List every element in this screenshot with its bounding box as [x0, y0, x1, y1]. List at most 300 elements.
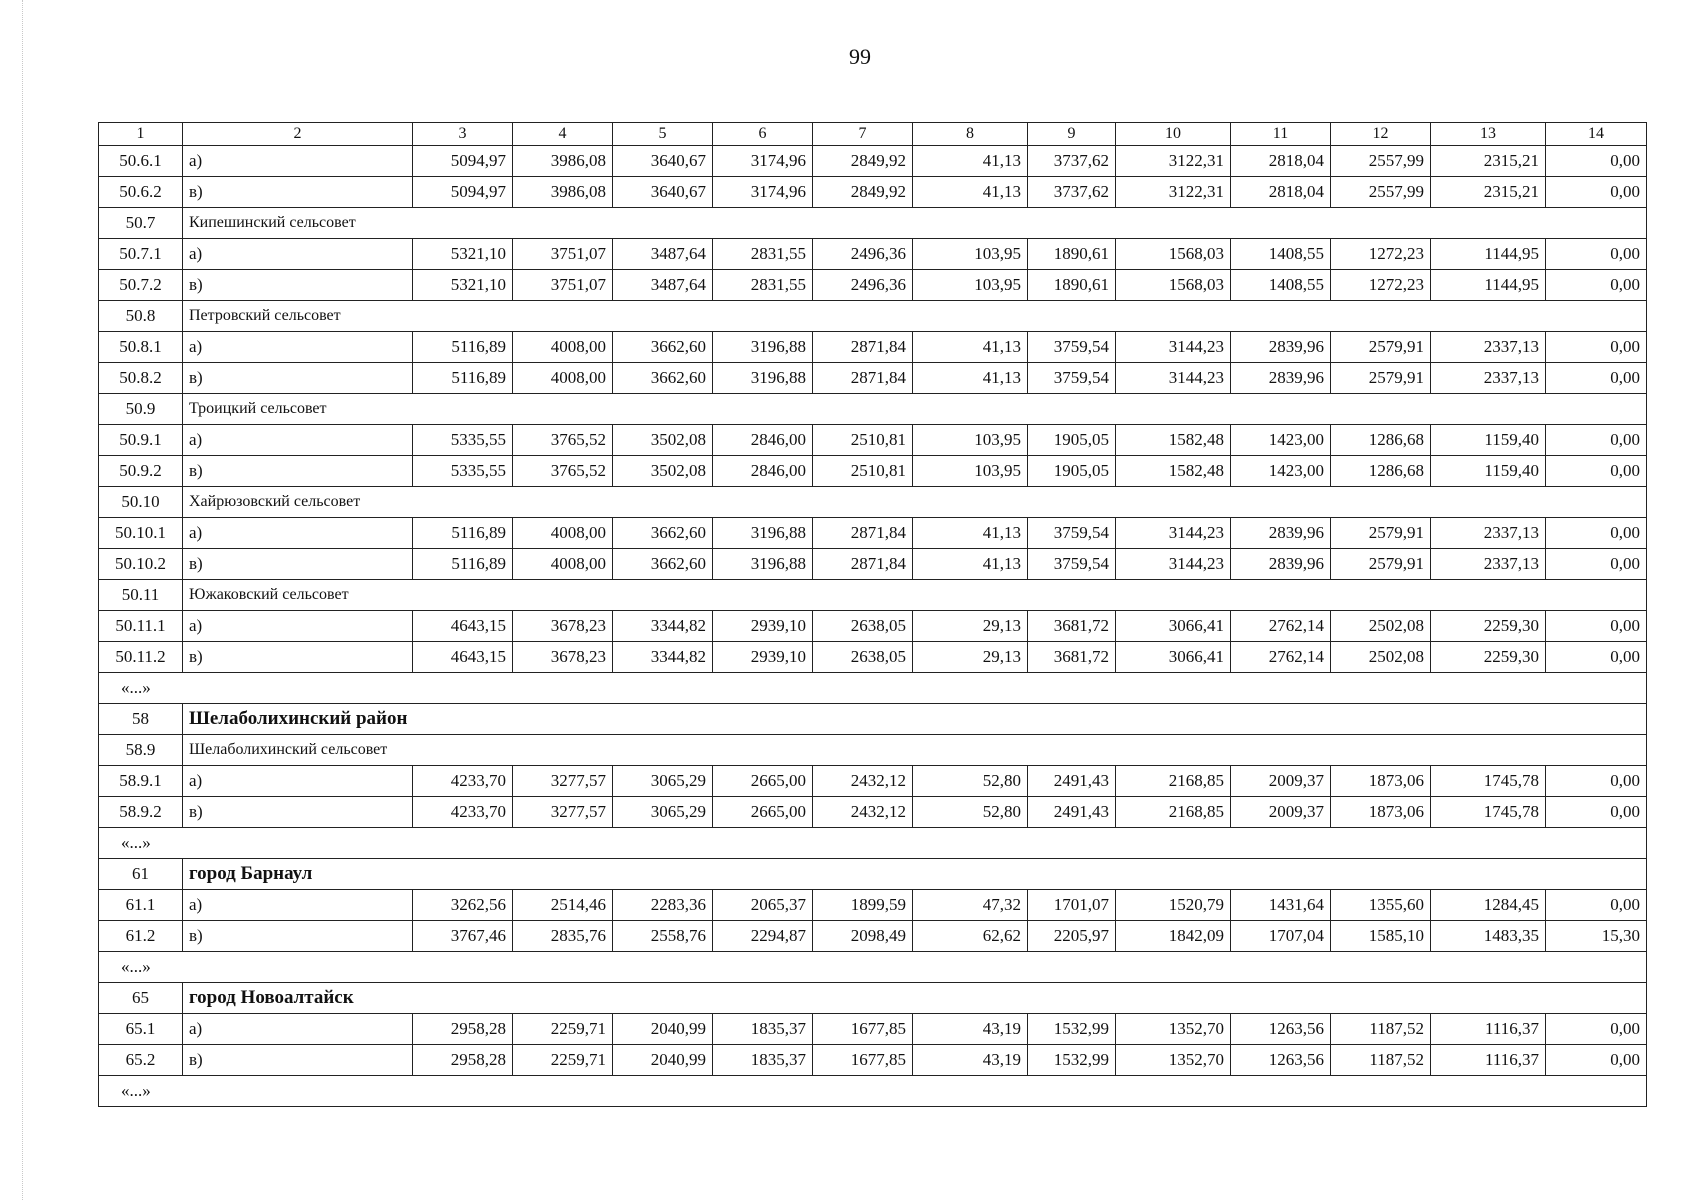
value-cell: 3759,54 — [1028, 363, 1116, 394]
value-cell: 3065,29 — [613, 766, 713, 797]
value-cell: 1520,79 — [1116, 890, 1231, 921]
row-code: 61.2 — [99, 921, 183, 952]
value-cell: 2283,36 — [613, 890, 713, 921]
value-cell: 1873,06 — [1331, 766, 1431, 797]
value-cell: 3767,46 — [413, 921, 513, 952]
row-label: в) — [183, 363, 413, 394]
value-cell: 2009,37 — [1231, 766, 1331, 797]
value-cell: 3765,52 — [513, 456, 613, 487]
value-cell: 2491,43 — [1028, 766, 1116, 797]
column-number-row — [99, 123, 1647, 146]
section-name: Хайрюзовский сельсовет — [183, 487, 1647, 518]
value-cell: 1890,61 — [1028, 270, 1116, 301]
value-cell: 3662,60 — [613, 363, 713, 394]
value-cell: 1408,55 — [1231, 239, 1331, 270]
value-cell: 3759,54 — [1028, 549, 1116, 580]
district-name: город Барнаул — [183, 859, 1647, 890]
value-cell: 4233,70 — [413, 797, 513, 828]
value-cell: 2871,84 — [813, 518, 913, 549]
value-cell: 2259,30 — [1431, 642, 1546, 673]
value-cell: 2065,37 — [713, 890, 813, 921]
value-cell: 2831,55 — [713, 239, 813, 270]
value-cell: 2835,76 — [513, 921, 613, 952]
row-code: 50.11 — [99, 580, 183, 611]
table-row — [99, 797, 1647, 828]
value-cell: 5116,89 — [413, 363, 513, 394]
value-cell: 2294,87 — [713, 921, 813, 952]
value-cell: 3174,96 — [713, 177, 813, 208]
value-cell: 2579,91 — [1331, 518, 1431, 549]
row-code: 50.8 — [99, 301, 183, 332]
row-code: 50.9.2 — [99, 456, 183, 487]
value-cell: 2510,81 — [813, 456, 913, 487]
table-row — [99, 425, 1647, 456]
value-cell: 43,19 — [913, 1014, 1028, 1045]
value-cell: 2818,04 — [1231, 177, 1331, 208]
value-cell: 2762,14 — [1231, 611, 1331, 642]
row-code: 50.10.2 — [99, 549, 183, 580]
value-cell: 103,95 — [913, 456, 1028, 487]
value-cell: 2871,84 — [813, 549, 913, 580]
value-cell: 41,13 — [913, 549, 1028, 580]
value-cell: 0,00 — [1546, 1045, 1647, 1076]
table-row — [99, 1014, 1647, 1045]
value-cell: 5116,89 — [413, 332, 513, 363]
column-number-cell: 9 — [1028, 123, 1116, 146]
value-cell: 3986,08 — [513, 146, 613, 177]
row-label: а) — [183, 1014, 413, 1045]
row-code: 58.9.1 — [99, 766, 183, 797]
value-cell: 2958,28 — [413, 1045, 513, 1076]
district-name: город Новоалтайск — [183, 983, 1647, 1014]
row-code: 50.10.1 — [99, 518, 183, 549]
value-cell: 2579,91 — [1331, 363, 1431, 394]
value-cell: 1873,06 — [1331, 797, 1431, 828]
value-cell: 3502,08 — [613, 425, 713, 456]
table-row — [99, 921, 1647, 952]
omission-marker: «...» — [99, 952, 1647, 983]
value-cell: 1745,78 — [1431, 797, 1546, 828]
value-cell: 1263,56 — [1231, 1045, 1331, 1076]
value-cell: 1532,99 — [1028, 1045, 1116, 1076]
value-cell: 3640,67 — [613, 177, 713, 208]
row-label: а) — [183, 518, 413, 549]
value-cell: 0,00 — [1546, 425, 1647, 456]
column-number-cell: 5 — [613, 123, 713, 146]
value-cell: 2638,05 — [813, 642, 913, 673]
table-row — [99, 549, 1647, 580]
section-name: Троицкий сельсовет — [183, 394, 1647, 425]
value-cell: 2939,10 — [713, 611, 813, 642]
row-label: в) — [183, 270, 413, 301]
row-label: а) — [183, 611, 413, 642]
omission-row — [99, 673, 1647, 704]
value-cell: 3065,29 — [613, 797, 713, 828]
value-cell: 103,95 — [913, 270, 1028, 301]
value-cell: 2168,85 — [1116, 766, 1231, 797]
section-row — [99, 394, 1647, 425]
column-number-cell: 14 — [1546, 123, 1647, 146]
value-cell: 2557,99 — [1331, 177, 1431, 208]
value-cell: 0,00 — [1546, 549, 1647, 580]
value-cell: 5321,10 — [413, 270, 513, 301]
row-code: 50.8.2 — [99, 363, 183, 394]
row-label: в) — [183, 1045, 413, 1076]
section-name: Шелаболихинский сельсовет — [183, 735, 1647, 766]
value-cell: 3196,88 — [713, 332, 813, 363]
row-code: 50.7.2 — [99, 270, 183, 301]
row-label: а) — [183, 332, 413, 363]
value-cell: 2958,28 — [413, 1014, 513, 1045]
value-cell: 2818,04 — [1231, 146, 1331, 177]
value-cell: 3344,82 — [613, 642, 713, 673]
value-cell: 2846,00 — [713, 456, 813, 487]
section-row — [99, 301, 1647, 332]
value-cell: 41,13 — [913, 518, 1028, 549]
table-row — [99, 766, 1647, 797]
value-cell: 3262,56 — [413, 890, 513, 921]
row-code: 50.7.1 — [99, 239, 183, 270]
value-cell: 2337,13 — [1431, 518, 1546, 549]
value-cell: 3344,82 — [613, 611, 713, 642]
row-code: 50.6.2 — [99, 177, 183, 208]
table-row — [99, 363, 1647, 394]
row-label: в) — [183, 797, 413, 828]
value-cell: 2009,37 — [1231, 797, 1331, 828]
value-cell: 4233,70 — [413, 766, 513, 797]
row-label: в) — [183, 549, 413, 580]
column-number-cell: 11 — [1231, 123, 1331, 146]
value-cell: 2839,96 — [1231, 332, 1331, 363]
value-cell: 1582,48 — [1116, 425, 1231, 456]
value-cell: 3196,88 — [713, 363, 813, 394]
value-cell: 4643,15 — [413, 642, 513, 673]
value-cell: 2432,12 — [813, 797, 913, 828]
omission-marker: «...» — [99, 1076, 1647, 1107]
value-cell: 1159,40 — [1431, 425, 1546, 456]
row-label: в) — [183, 456, 413, 487]
omission-marker: «...» — [99, 828, 1647, 859]
value-cell: 0,00 — [1546, 642, 1647, 673]
value-cell: 2871,84 — [813, 332, 913, 363]
value-cell: 2259,71 — [513, 1014, 613, 1045]
value-cell: 41,13 — [913, 363, 1028, 394]
value-cell: 3662,60 — [613, 332, 713, 363]
row-code: 50.10 — [99, 487, 183, 518]
value-cell: 2939,10 — [713, 642, 813, 673]
value-cell: 1116,37 — [1431, 1014, 1546, 1045]
row-code: 61 — [99, 859, 183, 890]
value-cell: 4643,15 — [413, 611, 513, 642]
table-row — [99, 177, 1647, 208]
value-cell: 3196,88 — [713, 518, 813, 549]
row-code: 50.6.1 — [99, 146, 183, 177]
value-cell: 0,00 — [1546, 332, 1647, 363]
value-cell: 3122,31 — [1116, 146, 1231, 177]
value-cell: 1355,60 — [1331, 890, 1431, 921]
value-cell: 3144,23 — [1116, 332, 1231, 363]
value-cell: 3662,60 — [613, 549, 713, 580]
value-cell: 0,00 — [1546, 890, 1647, 921]
row-label: а) — [183, 766, 413, 797]
value-cell: 2839,96 — [1231, 549, 1331, 580]
value-cell: 1187,52 — [1331, 1014, 1431, 1045]
omission-row — [99, 828, 1647, 859]
section-name: Южаковский сельсовет — [183, 580, 1647, 611]
row-label: а) — [183, 146, 413, 177]
value-cell: 3662,60 — [613, 518, 713, 549]
value-cell: 2337,13 — [1431, 363, 1546, 394]
column-number-cell: 7 — [813, 123, 913, 146]
value-cell: 0,00 — [1546, 146, 1647, 177]
value-cell: 4008,00 — [513, 363, 613, 394]
value-cell: 3751,07 — [513, 239, 613, 270]
section-row — [99, 735, 1647, 766]
value-cell: 5094,97 — [413, 177, 513, 208]
value-cell: 1568,03 — [1116, 239, 1231, 270]
value-cell: 1701,07 — [1028, 890, 1116, 921]
section-row — [99, 487, 1647, 518]
row-code: 61.1 — [99, 890, 183, 921]
value-cell: 2502,08 — [1331, 642, 1431, 673]
column-number-cell: 4 — [513, 123, 613, 146]
value-cell: 0,00 — [1546, 518, 1647, 549]
table-row — [99, 146, 1647, 177]
value-cell: 3277,57 — [513, 797, 613, 828]
value-cell: 2849,92 — [813, 146, 913, 177]
value-cell: 1890,61 — [1028, 239, 1116, 270]
district-row — [99, 704, 1647, 735]
value-cell: 41,13 — [913, 146, 1028, 177]
value-cell: 2849,92 — [813, 177, 913, 208]
table-row — [99, 611, 1647, 642]
value-cell: 3066,41 — [1116, 642, 1231, 673]
value-cell: 1905,05 — [1028, 425, 1116, 456]
table-row — [99, 642, 1647, 673]
value-cell: 5321,10 — [413, 239, 513, 270]
value-cell: 1272,23 — [1331, 239, 1431, 270]
value-cell: 3737,62 — [1028, 146, 1116, 177]
row-label: в) — [183, 642, 413, 673]
value-cell: 62,62 — [913, 921, 1028, 952]
omission-marker: «...» — [99, 673, 1647, 704]
value-cell: 0,00 — [1546, 456, 1647, 487]
row-code: 65 — [99, 983, 183, 1014]
value-cell: 1423,00 — [1231, 456, 1331, 487]
value-cell: 5094,97 — [413, 146, 513, 177]
value-cell: 2665,00 — [713, 797, 813, 828]
value-cell: 2762,14 — [1231, 642, 1331, 673]
page-number: 99 — [849, 44, 871, 69]
value-cell: 0,00 — [1546, 239, 1647, 270]
value-cell: 1483,35 — [1431, 921, 1546, 952]
value-cell: 2579,91 — [1331, 332, 1431, 363]
value-cell: 2502,08 — [1331, 611, 1431, 642]
value-cell: 1431,64 — [1231, 890, 1331, 921]
value-cell: 3144,23 — [1116, 518, 1231, 549]
value-cell: 0,00 — [1546, 270, 1647, 301]
value-cell: 1585,10 — [1331, 921, 1431, 952]
row-label: а) — [183, 890, 413, 921]
value-cell: 1582,48 — [1116, 456, 1231, 487]
value-cell: 2040,99 — [613, 1045, 713, 1076]
row-code: 65.1 — [99, 1014, 183, 1045]
table-row — [99, 270, 1647, 301]
value-cell: 1116,37 — [1431, 1045, 1546, 1076]
value-cell: 103,95 — [913, 239, 1028, 270]
row-code: 58.9.2 — [99, 797, 183, 828]
column-number-cell: 6 — [713, 123, 813, 146]
value-cell: 2839,96 — [1231, 518, 1331, 549]
value-cell: 3681,72 — [1028, 611, 1116, 642]
district-row — [99, 859, 1647, 890]
value-cell: 52,80 — [913, 797, 1028, 828]
value-cell: 2839,96 — [1231, 363, 1331, 394]
district-name: Шелаболихинский район — [183, 704, 1647, 735]
row-code: 65.2 — [99, 1045, 183, 1076]
omission-row — [99, 952, 1647, 983]
table-row — [99, 456, 1647, 487]
value-cell: 3678,23 — [513, 642, 613, 673]
value-cell: 3174,96 — [713, 146, 813, 177]
value-cell: 47,32 — [913, 890, 1028, 921]
value-cell: 2510,81 — [813, 425, 913, 456]
value-cell: 1286,68 — [1331, 456, 1431, 487]
row-code: 50.8.1 — [99, 332, 183, 363]
value-cell: 1272,23 — [1331, 270, 1431, 301]
value-cell: 3681,72 — [1028, 642, 1116, 673]
value-cell: 2205,97 — [1028, 921, 1116, 952]
value-cell: 4008,00 — [513, 332, 613, 363]
value-cell: 2337,13 — [1431, 549, 1546, 580]
row-label: а) — [183, 239, 413, 270]
value-cell: 2558,76 — [613, 921, 713, 952]
value-cell: 1899,59 — [813, 890, 913, 921]
district-row — [99, 983, 1647, 1014]
value-cell: 29,13 — [913, 611, 1028, 642]
value-cell: 4008,00 — [513, 518, 613, 549]
value-cell: 15,30 — [1546, 921, 1647, 952]
value-cell: 2579,91 — [1331, 549, 1431, 580]
value-cell: 1286,68 — [1331, 425, 1431, 456]
value-cell: 3986,08 — [513, 177, 613, 208]
value-cell: 2040,99 — [613, 1014, 713, 1045]
table-row — [99, 518, 1647, 549]
column-number-cell: 2 — [183, 123, 413, 146]
value-cell: 2846,00 — [713, 425, 813, 456]
value-cell: 0,00 — [1546, 177, 1647, 208]
row-code: 58 — [99, 704, 183, 735]
value-cell: 1423,00 — [1231, 425, 1331, 456]
value-cell: 2098,49 — [813, 921, 913, 952]
value-cell: 3196,88 — [713, 549, 813, 580]
value-cell: 5335,55 — [413, 456, 513, 487]
value-cell: 1144,95 — [1431, 270, 1546, 301]
value-cell: 2831,55 — [713, 270, 813, 301]
value-cell: 1159,40 — [1431, 456, 1546, 487]
row-code: 58.9 — [99, 735, 183, 766]
value-cell: 0,00 — [1546, 766, 1647, 797]
value-cell: 3122,31 — [1116, 177, 1231, 208]
value-cell: 2496,36 — [813, 239, 913, 270]
column-number-cell: 3 — [413, 123, 513, 146]
value-cell: 1352,70 — [1116, 1014, 1231, 1045]
value-cell: 2168,85 — [1116, 797, 1231, 828]
value-cell: 5116,89 — [413, 518, 513, 549]
value-cell: 3487,64 — [613, 239, 713, 270]
table-row — [99, 332, 1647, 363]
section-name: Петровский сельсовет — [183, 301, 1647, 332]
value-cell: 1532,99 — [1028, 1014, 1116, 1045]
row-label: а) — [183, 425, 413, 456]
value-cell: 3502,08 — [613, 456, 713, 487]
value-cell: 2557,99 — [1331, 146, 1431, 177]
value-cell: 1568,03 — [1116, 270, 1231, 301]
value-cell: 3678,23 — [513, 611, 613, 642]
value-cell: 103,95 — [913, 425, 1028, 456]
value-cell: 2491,43 — [1028, 797, 1116, 828]
value-cell: 1905,05 — [1028, 456, 1116, 487]
value-cell: 2337,13 — [1431, 332, 1546, 363]
value-cell: 3144,23 — [1116, 363, 1231, 394]
table-row — [99, 1045, 1647, 1076]
value-cell: 1263,56 — [1231, 1014, 1331, 1045]
value-cell: 3759,54 — [1028, 332, 1116, 363]
value-cell: 1707,04 — [1231, 921, 1331, 952]
value-cell: 1187,52 — [1331, 1045, 1431, 1076]
section-row — [99, 580, 1647, 611]
value-cell: 2315,21 — [1431, 177, 1546, 208]
value-cell: 5116,89 — [413, 549, 513, 580]
value-cell: 1842,09 — [1116, 921, 1231, 952]
section-row — [99, 208, 1647, 239]
value-cell: 3765,52 — [513, 425, 613, 456]
value-cell: 1352,70 — [1116, 1045, 1231, 1076]
value-cell: 0,00 — [1546, 363, 1647, 394]
table-body — [99, 146, 1647, 1107]
value-cell: 3751,07 — [513, 270, 613, 301]
scan-edge-line — [22, 0, 23, 1200]
row-label: в) — [183, 177, 413, 208]
row-code: 50.7 — [99, 208, 183, 239]
value-cell: 2432,12 — [813, 766, 913, 797]
value-cell: 5335,55 — [413, 425, 513, 456]
row-code: 50.11.2 — [99, 642, 183, 673]
value-cell: 0,00 — [1546, 1014, 1647, 1045]
value-cell: 2665,00 — [713, 766, 813, 797]
row-label: в) — [183, 921, 413, 952]
value-cell: 52,80 — [913, 766, 1028, 797]
column-number-cell: 8 — [913, 123, 1028, 146]
column-number-cell: 13 — [1431, 123, 1546, 146]
value-cell: 2514,46 — [513, 890, 613, 921]
value-cell: 1835,37 — [713, 1045, 813, 1076]
value-cell: 41,13 — [913, 177, 1028, 208]
omission-row — [99, 1076, 1647, 1107]
column-number-cell: 12 — [1331, 123, 1431, 146]
row-code: 50.9.1 — [99, 425, 183, 456]
value-cell: 2638,05 — [813, 611, 913, 642]
column-number-cell: 1 — [99, 123, 183, 146]
value-cell: 3487,64 — [613, 270, 713, 301]
value-cell: 41,13 — [913, 332, 1028, 363]
section-name: Кипешинский сельсовет — [183, 208, 1647, 239]
row-code: 50.11.1 — [99, 611, 183, 642]
value-cell: 2496,36 — [813, 270, 913, 301]
value-cell: 0,00 — [1546, 797, 1647, 828]
column-number-cell: 10 — [1116, 123, 1231, 146]
value-cell: 1835,37 — [713, 1014, 813, 1045]
